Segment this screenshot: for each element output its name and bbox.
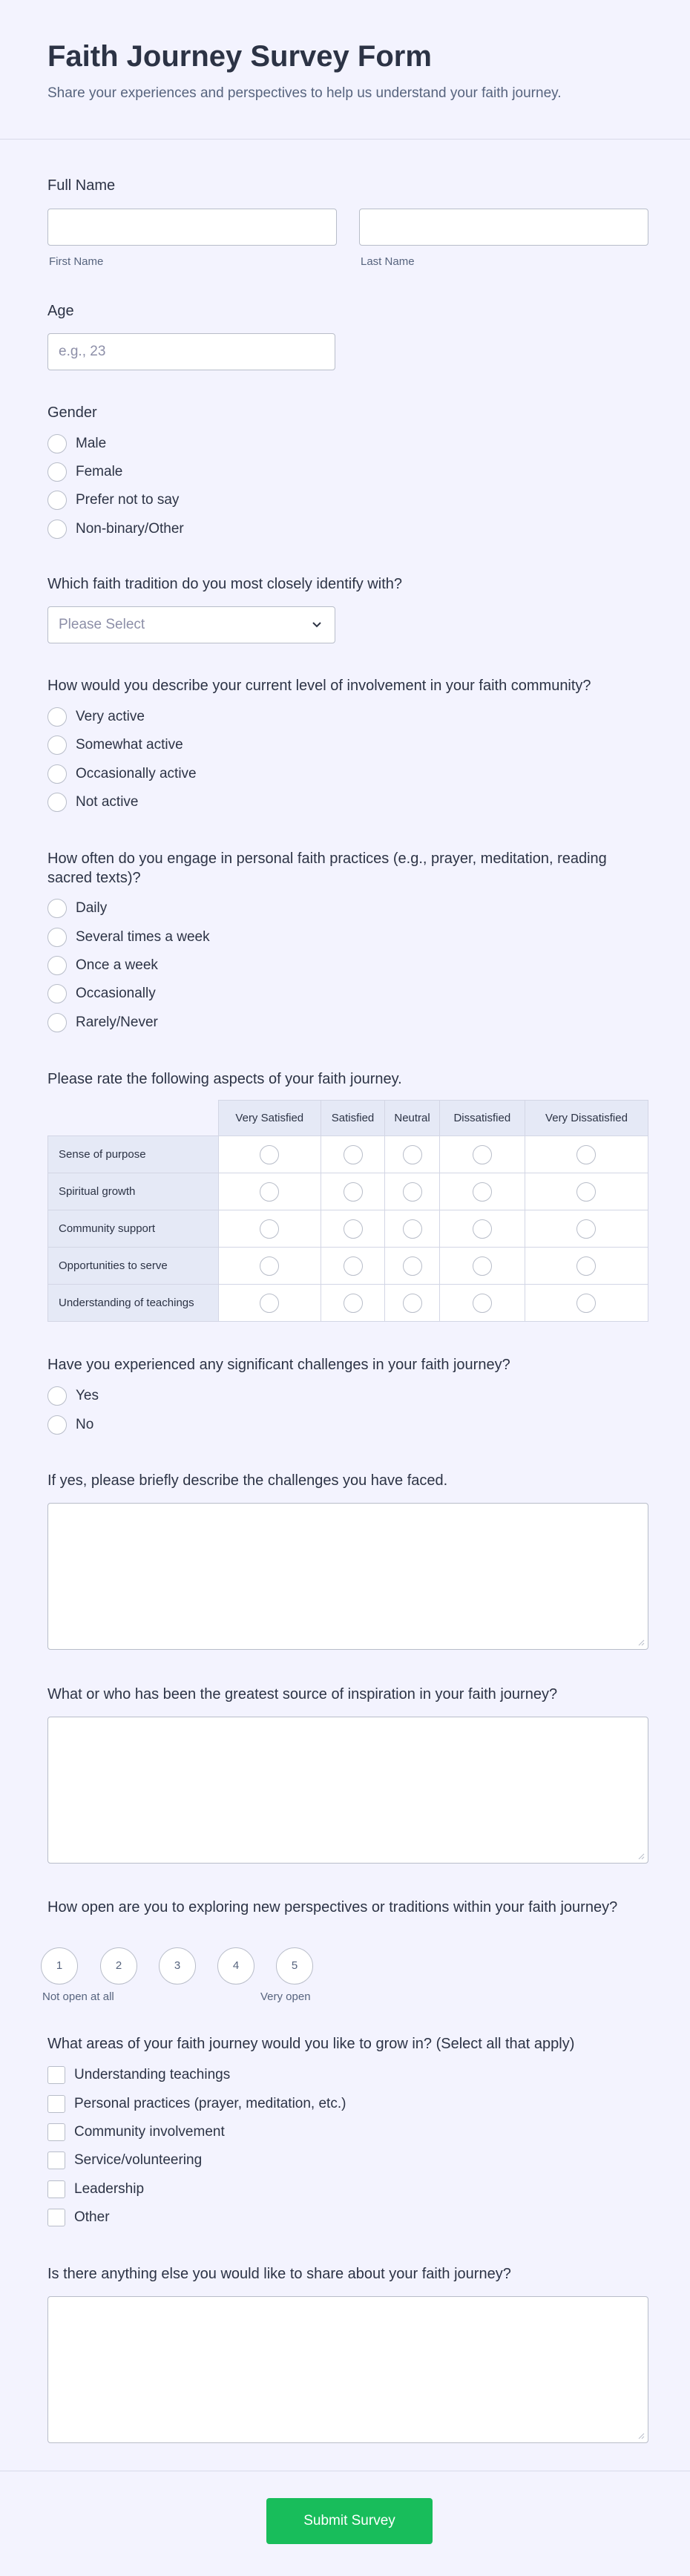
scale-option-1[interactable]: 1 — [41, 1947, 78, 1985]
radio-button[interactable] — [473, 1256, 492, 1276]
practices-question — [47, 849, 648, 888]
growth-option-leadership[interactable] — [47, 2179, 144, 2200]
matrix-header-row — [48, 1101, 648, 1136]
option-label: Occasionally active — [76, 766, 197, 781]
submit-button[interactable]: Submit Survey — [266, 2498, 433, 2544]
scale-min-label: Not open at all — [42, 1990, 114, 2003]
matrix-cell[interactable] — [385, 1173, 439, 1210]
radio-button[interactable] — [47, 1013, 67, 1032]
option-label: Yes — [76, 1388, 99, 1403]
option-label: Rarely/Never — [76, 1015, 158, 1030]
page-subtitle: Share your experiences and perspectives to help us understand your faith journey. — [47, 85, 562, 101]
matrix-column-header: Very Dissatisfied — [525, 1101, 648, 1136]
scale-option-3[interactable]: 3 — [159, 1947, 196, 1985]
matrix-cell[interactable] — [219, 1136, 321, 1173]
radio-button[interactable] — [403, 1256, 422, 1276]
option-label: Not active — [76, 794, 139, 810]
option-label: Prefer not to say — [76, 492, 180, 508]
matrix-cell[interactable] — [321, 1136, 385, 1173]
full-name-label: Full Name — [47, 177, 116, 194]
challenges-desc-question — [47, 1471, 648, 1490]
radio-button[interactable] — [47, 462, 67, 482]
last-name-sublabel: Last Name — [361, 255, 415, 268]
radio-button[interactable] — [344, 1145, 363, 1164]
option-label: Female — [76, 464, 123, 479]
radio-button[interactable] — [576, 1294, 596, 1313]
radio-button[interactable] — [47, 491, 67, 510]
radio-button[interactable] — [576, 1182, 596, 1202]
practices-option-rarely[interactable] — [47, 1012, 158, 1033]
gender-option-nonbinary[interactable] — [47, 519, 184, 540]
option-label: Leadership — [74, 2181, 145, 2197]
radio-button[interactable] — [47, 707, 67, 727]
challenges-label: Have you experienced any significant challenges in your faith journey? — [47, 1357, 510, 1373]
radio-button[interactable] — [473, 1294, 492, 1313]
matrix-cell[interactable] — [525, 1285, 648, 1322]
radio-button[interactable] — [344, 1294, 363, 1313]
matrix-cell[interactable] — [439, 1248, 525, 1285]
rating-label: Please rate the following aspects of your faith journey. — [47, 1071, 402, 1087]
option-label: Daily — [76, 900, 108, 916]
option-label: Very active — [76, 709, 145, 724]
matrix-column-header: Neutral — [385, 1101, 439, 1136]
last-name-input[interactable] — [359, 209, 648, 246]
age-placeholder: e.g., 23 — [59, 344, 106, 359]
radio-button[interactable] — [344, 1182, 363, 1202]
openness-question — [47, 1898, 648, 1917]
checkbox[interactable] — [47, 2095, 65, 2113]
checkbox[interactable] — [47, 2066, 65, 2084]
matrix-cell[interactable] — [219, 1210, 321, 1248]
resize-grip-icon[interactable] — [637, 1852, 645, 1860]
radio-button[interactable] — [47, 434, 67, 453]
matrix-cell[interactable] — [439, 1285, 525, 1322]
matrix-row-label: Spiritual growth — [48, 1173, 219, 1210]
resize-grip-icon[interactable] — [637, 2432, 645, 2439]
option-label: Somewhat active — [76, 737, 183, 753]
matrix-cell[interactable] — [385, 1136, 439, 1173]
matrix-cell[interactable] — [439, 1136, 525, 1173]
matrix-row-label: Understanding of teachings — [48, 1285, 219, 1322]
tradition-question — [47, 574, 648, 594]
matrix-cell[interactable] — [385, 1210, 439, 1248]
involvement-option-very-active[interactable] — [47, 707, 145, 727]
growth-option-other[interactable] — [47, 2207, 110, 2228]
gender-question — [47, 403, 648, 422]
matrix-row-label: Community support — [48, 1210, 219, 1248]
radio-button[interactable] — [260, 1219, 279, 1239]
involvement-option-occasionally-active[interactable] — [47, 764, 197, 784]
gender-option-prefer-not[interactable] — [47, 490, 179, 511]
scale-max-label: Very open — [260, 1990, 311, 2003]
radio-button[interactable] — [47, 1386, 67, 1406]
matrix-cell[interactable] — [219, 1285, 321, 1322]
matrix-row — [48, 1173, 648, 1210]
matrix-cell[interactable] — [321, 1285, 385, 1322]
radio-button[interactable] — [47, 793, 67, 812]
radio-button[interactable] — [473, 1145, 492, 1164]
practices-option-daily[interactable] — [47, 898, 107, 919]
radio-button[interactable] — [473, 1182, 492, 1202]
option-label: Community involvement — [74, 2124, 225, 2140]
radio-button[interactable] — [473, 1219, 492, 1239]
gender-label: Gender — [47, 404, 97, 421]
challenges-option-no[interactable] — [47, 1415, 93, 1435]
practices-option-once[interactable] — [47, 955, 158, 976]
matrix-cell[interactable] — [321, 1210, 385, 1248]
matrix-cell[interactable] — [385, 1285, 439, 1322]
matrix-row-label: Sense of purpose — [48, 1136, 219, 1173]
scale-option-5[interactable]: 5 — [276, 1947, 313, 1985]
radio-button[interactable] — [47, 735, 67, 755]
matrix-cell[interactable] — [439, 1210, 525, 1248]
inspiration-label: What or who has been the greatest source of inspiration in your faith journey? — [47, 1686, 558, 1702]
form-header — [0, 0, 690, 140]
matrix-column-header: Dissatisfied — [439, 1101, 525, 1136]
option-label: Personal practices (prayer, meditation, etc.) — [74, 2096, 346, 2111]
practices-option-occasionally[interactable] — [47, 983, 156, 1004]
matrix-cell[interactable] — [321, 1248, 385, 1285]
radio-button[interactable] — [403, 1182, 422, 1202]
tradition-select[interactable] — [47, 606, 335, 643]
option-label: Service/volunteering — [74, 2152, 203, 2168]
matrix-cell[interactable] — [385, 1248, 439, 1285]
matrix-cell[interactable] — [219, 1248, 321, 1285]
matrix-cell[interactable] — [321, 1173, 385, 1210]
age-label: Age — [47, 303, 74, 319]
resize-grip-icon[interactable] — [637, 1639, 645, 1646]
matrix-row — [48, 1248, 648, 1285]
practices-label: How often do you engage in personal faith practices (e.g., prayer, meditation, reading sacred texts)? — [47, 851, 607, 886]
age-question — [47, 301, 648, 321]
chevron-down-icon — [309, 617, 324, 632]
first-name-sublabel: First Name — [49, 255, 104, 268]
radio-button[interactable] — [344, 1219, 363, 1239]
involvement-option-somewhat-active[interactable] — [47, 735, 183, 756]
option-label: Once a week — [76, 957, 158, 973]
challenges-desc-label: If yes, please briefly describe the challenges you have faced. — [47, 1472, 448, 1489]
full-name-question — [47, 176, 648, 195]
gender-option-female[interactable] — [47, 462, 122, 482]
radio-button[interactable] — [403, 1219, 422, 1239]
radio-button[interactable] — [47, 899, 67, 918]
growth-option-service[interactable] — [47, 2150, 202, 2171]
challenges-question — [47, 1355, 648, 1374]
radio-button[interactable] — [576, 1145, 596, 1164]
inspiration-textarea[interactable] — [47, 1717, 648, 1864]
matrix-cell[interactable] — [439, 1173, 525, 1210]
scale-option-4[interactable]: 4 — [217, 1947, 254, 1985]
checkbox[interactable] — [47, 2180, 65, 2198]
checkbox[interactable] — [47, 2151, 65, 2169]
growth-label: What areas of your faith journey would you like to grow in? (Select all that apply) — [47, 2036, 575, 2052]
challenges-desc-textarea[interactable] — [47, 1503, 648, 1650]
checkbox[interactable] — [47, 2209, 65, 2226]
growth-question — [47, 2034, 648, 2054]
checkbox[interactable] — [47, 2123, 65, 2141]
radio-button[interactable] — [344, 1256, 363, 1276]
anything-else-textarea[interactable] — [47, 2296, 648, 2443]
matrix-cell[interactable] — [525, 1173, 648, 1210]
inspiration-question — [47, 1685, 648, 1704]
anything-else-label: Is there anything else you would like to share about your faith journey? — [47, 2266, 511, 2282]
challenges-option-yes[interactable] — [47, 1386, 99, 1406]
growth-option-community[interactable] — [47, 2122, 225, 2143]
option-label: Understanding teachings — [74, 2067, 231, 2082]
radio-button[interactable] — [47, 984, 67, 1003]
gender-option-male[interactable] — [47, 433, 106, 454]
option-label: Occasionally — [76, 986, 156, 1001]
matrix-row-label: Opportunities to serve — [48, 1248, 219, 1285]
radio-button[interactable] — [260, 1145, 279, 1164]
rating-matrix — [47, 1100, 648, 1322]
option-label: Several times a week — [76, 929, 210, 945]
radio-button[interactable] — [403, 1145, 422, 1164]
radio-button[interactable] — [260, 1256, 279, 1276]
matrix-cell[interactable] — [525, 1136, 648, 1173]
matrix-cell[interactable] — [219, 1173, 321, 1210]
option-label: Other — [74, 2209, 110, 2225]
radio-button[interactable] — [260, 1294, 279, 1313]
matrix-cell[interactable] — [525, 1210, 648, 1248]
matrix-column-header: Very Satisfied — [219, 1101, 321, 1136]
radio-button[interactable] — [403, 1294, 422, 1313]
page-title: Faith Journey Survey Form — [47, 40, 432, 73]
involvement-option-not-active[interactable] — [47, 792, 138, 813]
involvement-label: How would you describe your current level of involvement in your faith community? — [47, 678, 591, 694]
openness-label: How open are you to exploring new perspectives or traditions within your faith journey? — [47, 1899, 618, 1915]
matrix-cell[interactable] — [525, 1248, 648, 1285]
scale-option-2[interactable]: 2 — [100, 1947, 137, 1985]
radio-button[interactable] — [47, 1415, 67, 1435]
radio-button[interactable] — [47, 520, 67, 539]
radio-button[interactable] — [47, 956, 67, 975]
matrix-row — [48, 1210, 648, 1248]
radio-button[interactable] — [576, 1256, 596, 1276]
option-label: Non-binary/Other — [76, 521, 184, 537]
growth-option-teachings[interactable] — [47, 2065, 230, 2085]
form-footer — [0, 2471, 690, 2576]
radio-button[interactable] — [47, 764, 67, 784]
option-label: No — [76, 1417, 94, 1432]
option-label: Male — [76, 436, 107, 451]
first-name-input[interactable] — [47, 209, 337, 246]
growth-option-practices[interactable] — [47, 2094, 346, 2114]
age-input[interactable] — [47, 333, 335, 370]
tradition-placeholder: Please Select — [59, 617, 145, 632]
practices-option-several[interactable] — [47, 927, 210, 948]
radio-button[interactable] — [47, 928, 67, 947]
matrix-row — [48, 1285, 648, 1322]
matrix-column-header: Satisfied — [321, 1101, 385, 1136]
tradition-label: Which faith tradition do you most closely identify with? — [47, 576, 402, 592]
matrix-row — [48, 1136, 648, 1173]
radio-button[interactable] — [260, 1182, 279, 1202]
involvement-question — [47, 676, 648, 695]
radio-button[interactable] — [576, 1219, 596, 1239]
anything-else-question — [47, 2264, 648, 2284]
rating-question — [47, 1069, 648, 1089]
matrix-corner — [48, 1101, 219, 1136]
